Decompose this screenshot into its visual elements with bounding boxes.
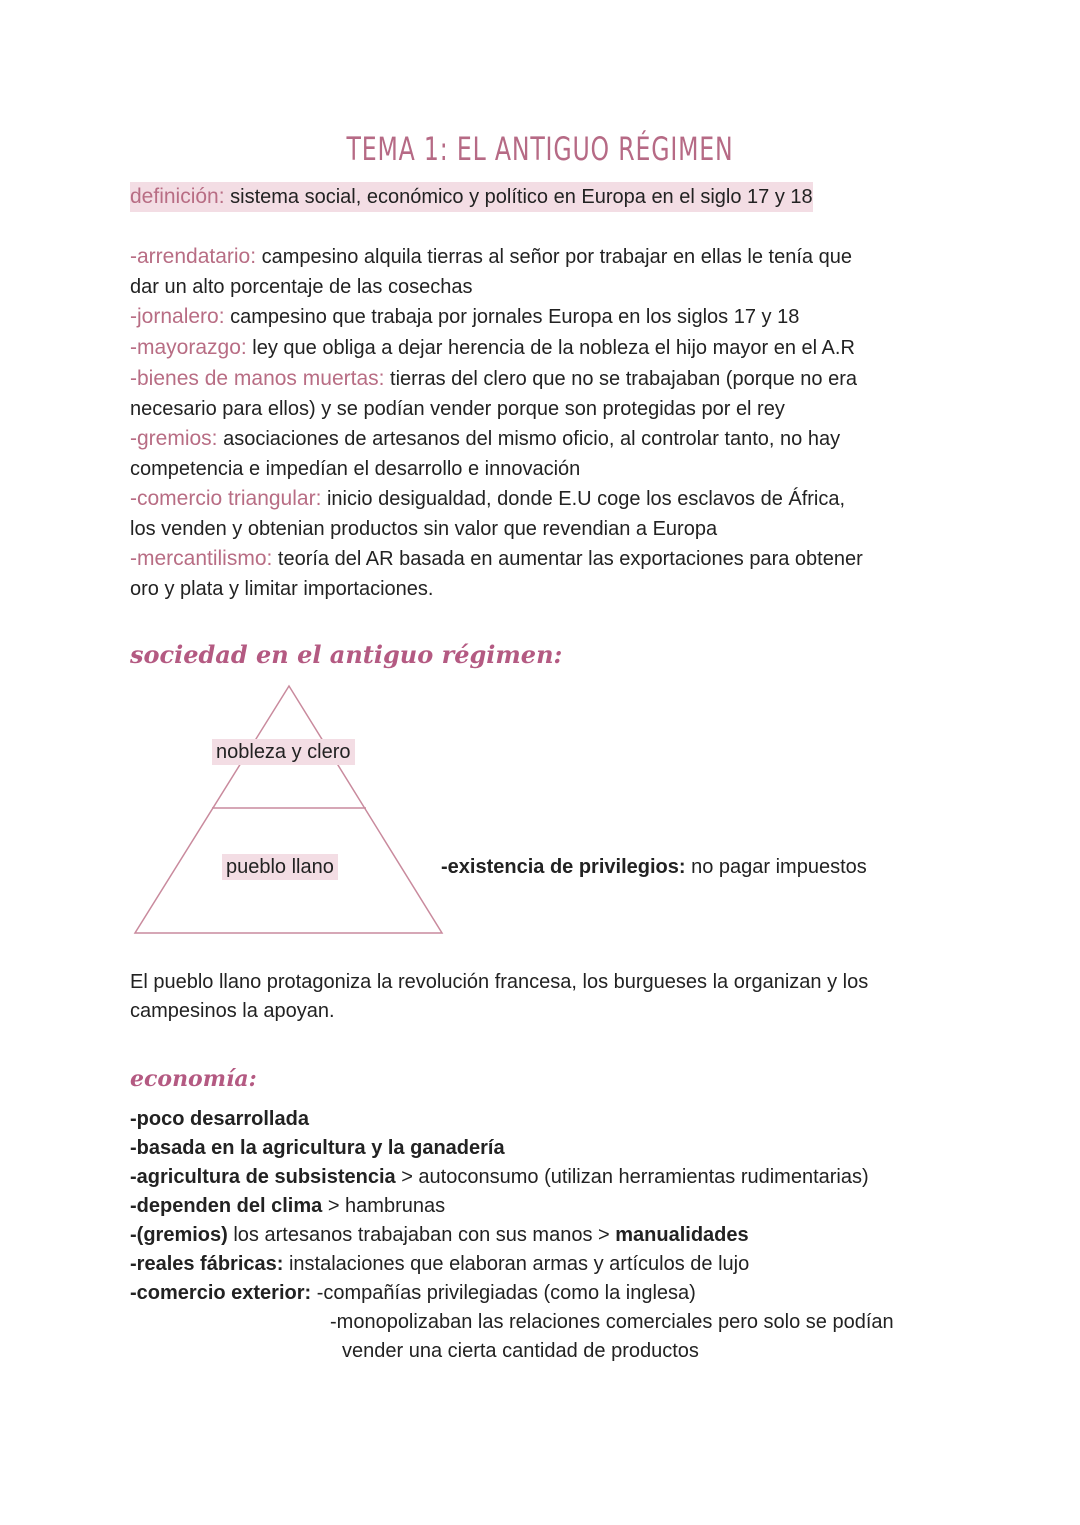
term-label: -mayorazgo: — [130, 336, 247, 359]
term-text: campesino que trabaja por jornales Europa en los siglos 17 y 18 — [224, 306, 800, 328]
item-label: -(gremios) — [130, 1224, 228, 1246]
item-text: -compañías privilegiadas (como la inglesa) — [311, 1282, 696, 1304]
term-bienes-cont: necesario para ellos) y se podían vender porque son protegidas por el rey — [130, 398, 785, 420]
term-gremios-cont: competencia e impedían el desarrollo e innovación — [130, 458, 581, 480]
term-text: asociaciones de artesanos del mismo oficio, al controlar tanto, no hay — [217, 428, 841, 450]
privileges-line — [441, 852, 867, 882]
economy-item-7-sub-2: vender una cierta cantidad de productos — [342, 1340, 699, 1362]
society-pyramid — [0, 0, 460, 950]
economy-item-3 — [130, 1162, 869, 1192]
pyramid-bottom-label: pueblo llano — [222, 854, 338, 880]
item-text: > autoconsumo (utilizan herramientas rudimentarias) — [395, 1166, 869, 1188]
term-label: -jornalero: — [130, 305, 225, 328]
economy-item-5 — [130, 1220, 749, 1250]
item-text: > hambrunas — [322, 1195, 446, 1217]
privileges-text: no pagar impuestos — [685, 856, 867, 878]
pyramid-top-label: nobleza y clero — [212, 739, 355, 765]
economy-item-7-sub-1: -monopolizaban las relaciones comerciales pero solo se podían — [330, 1311, 894, 1333]
term-comercio-triangular-cont: los venden y obtenian productos sin valor que revendian a Europa — [130, 518, 718, 540]
term-arrendatario-cont: dar un alto porcentaje de las cosechas — [130, 276, 473, 298]
item-label: -reales fábricas: — [130, 1253, 284, 1275]
item-label: -comercio exterior: — [130, 1282, 312, 1304]
item-text: los artesanos trabajaban con sus manos > — [227, 1224, 616, 1246]
term-text: tierras del clero que no se trabajaban (porque no era — [384, 368, 857, 390]
term-label: -comercio triangular: — [130, 487, 322, 510]
item-text: instalaciones que elaboran armas y artículos de lujo — [283, 1253, 750, 1275]
society-paragraph-2: campesinos la apoyan. — [130, 1000, 335, 1022]
page-title: TEMA 1: EL ANTIGUO RÉGIMEN — [346, 130, 734, 168]
term-text: teoría del AR basada en aumentar las exportaciones para obtener — [272, 548, 863, 570]
item-emphasis: manualidades — [615, 1224, 749, 1246]
economy-item-1: -poco desarrollada — [130, 1108, 309, 1130]
society-heading: sociedad en el antiguo régimen: — [130, 640, 563, 669]
term-text: inicio desigualdad, donde E.U coge los esclavos de África, — [321, 488, 846, 510]
economy-heading: economía: — [130, 1066, 257, 1092]
term-text: ley que obliga a dejar herencia de la nobleza el hijo mayor en el A.R — [246, 337, 855, 359]
society-paragraph-1: El pueblo llano protagoniza la revolución francesa, los burgueses la organizan y los — [130, 971, 869, 993]
term-label: -mercantilismo: — [130, 547, 273, 570]
term-text: campesino alquila tierras al señor por trabajar en ellas le tenía que — [256, 246, 852, 268]
economy-item-6 — [130, 1249, 749, 1279]
term-label: -bienes de manos muertas: — [130, 367, 385, 390]
item-label: -agricultura de subsistencia — [130, 1166, 396, 1188]
pyramid-outline — [135, 686, 442, 933]
definition-text: sistema social, económico y político en Europa en el siglo 17 y 18 — [224, 186, 813, 208]
economy-item-7 — [130, 1278, 696, 1308]
economy-item-4 — [130, 1191, 445, 1221]
definition-term: definición: — [130, 185, 225, 208]
term-mercantilismo-cont: oro y plata y limitar importaciones. — [130, 578, 434, 600]
item-label: -dependen del clima — [130, 1195, 323, 1217]
privileges-label: -existencia de privilegios: — [441, 856, 686, 878]
economy-item-2: -basada en la agricultura y la ganadería — [130, 1137, 505, 1159]
term-label: -arrendatario: — [130, 245, 257, 268]
term-label: -gremios: — [130, 427, 218, 450]
